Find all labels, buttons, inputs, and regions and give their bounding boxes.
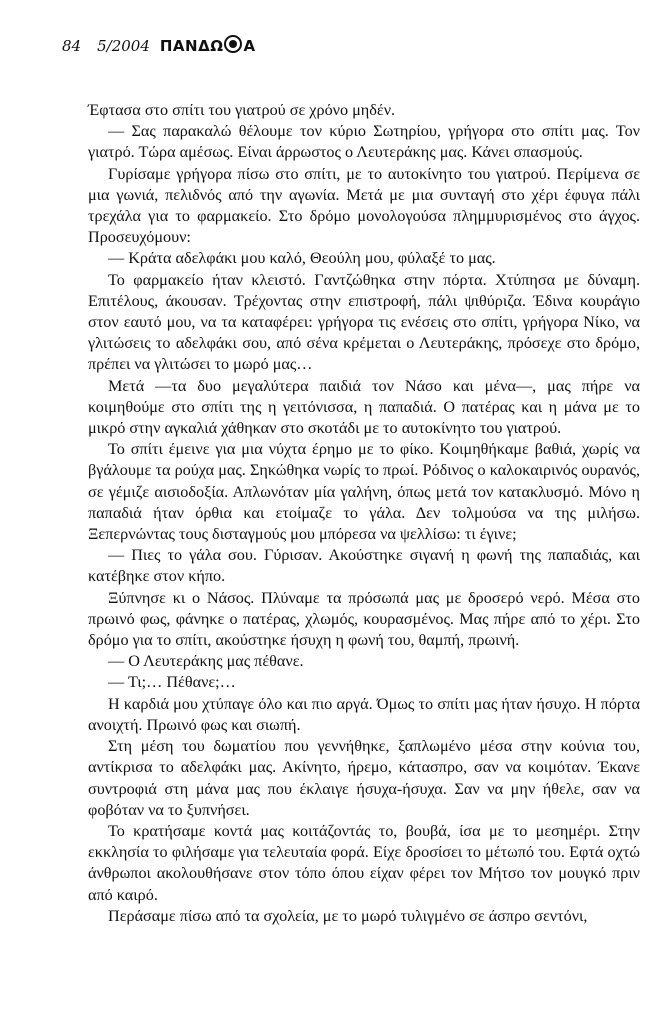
paragraph: — Πιες το γάλα σου. Γύρισαν. Ακούστηκε σιγανή η φωνή της παπαδιάς, και κατέβηκε στον κήπο.	[88, 546, 640, 586]
paragraph: — Ο Λευτεράκης μας πέθανε.	[108, 652, 304, 671]
paragraph: Ξύπνησε κι ο Νάσος. Πλύναμε τα πρόσωπά μας με δροσερό νερό. Μέσα στο πρωινό φως, φάνηκε ο πατέρας, χλωμός, κουρασμένος. Μας πήρε από το χέρι. Στο δρόμο για το σπίτι, ακούστηκε ήσυχη η φωνή του, θαμπή, πρωινή.	[88, 588, 640, 650]
text-body	[88, 100, 640, 927]
paragraph: — Κράτα αδελφάκι μου καλό, Θεούλη μου, φύλαξέ το μας.	[108, 249, 496, 268]
brand-text-right: Α	[243, 37, 256, 55]
brand-emblem-icon	[224, 35, 242, 53]
paragraph: — Τι;… Πέθανε;…	[108, 673, 236, 692]
paragraph: Η καρδιά μου χτύπαγε όλο και πιο αργά. Όμως το σπίτι μας ήταν ήσυχο. Η πόρτα ανοιχτή. Πρωινό φως και σιωπή.	[88, 694, 640, 734]
paragraph: Στη μέση του δωματίου που γεννήθηκε, ξαπλωμένο μέσα στην κούνια του, αντίκρισα το αδελφάκι μας. Ακίνητο, ήρεμο, κάτασπρο, σαν να κοιμόταν. Έκανε συντροφιά στη μάνα μας που έκλαιγε ήσυχα-ήσυχα. Σαν να μην ήθελε, σαν να φοβόταν να το ξυπνήσει.	[88, 737, 640, 819]
paragraph: Το φαρμακείο ήταν κλειστό. Γαντζώθηκα στην πόρτα. Χτύπησα με δύναμη. Επιτέλους, άκουσαν. Τρέχοντας στην επιστροφή, πάλι ψιθύριζα. Έδινα κουράγιο στον εαυτό μου, να τα καταφέρει: γρήγορα τις ενέσεις στο σπίτι, γρήγορα Νίκο, να γλιτώσεις το αδελφάκι σου, από σένα κρέμεται ο Λευτεράκης, πρόσεχε στο δρόμο, πρέπει να γλιτώσει το μωρό μας…	[88, 270, 640, 374]
paragraph: Το κρατήσαμε κοντά μας κοιτάζοντάς το, βουβά, ίσα με το μεσημέρι. Στην εκκλησία το φιλήσαμε για τελευταία φορά. Είχε δροσίσει το μέτωπό του. Εφτά οχτώ άνθρωποι ακολουθήσανε στον τόπο όπου είχαν φέρει τον Μήτσο τον μουγκό πριν από καιρό.	[88, 821, 640, 904]
paragraph: Περάσαμε πίσω από τα σχολεία, με το μωρό τυλιγμένο σε άσπρο σεντόνι,	[108, 906, 588, 925]
paragraph: — Σας παρακαλώ θέλουμε τον κύριο Σωτηρίου, γρήγορα στο σπίτι μας. Τον γιατρό. Τώρα αμέσως. Είναι άρρωστος ο Λευτεράκης μας. Κάνει σπασμούς.	[88, 122, 640, 162]
issue-label: 5/2004	[97, 37, 150, 55]
paragraph: Μετά —τα δυο μεγαλύτερα παιδιά τον Νάσο και μένα—, μας πήρε να κοιμηθούμε στο σπίτι της η γειτόνισσα, η παπαδιά. Ο πατέρας και η μάνα με το μικρό στην αγκαλιά χάθηκαν στο σκοτάδι με το αυτοκίνητο του γιατρού.	[88, 376, 640, 438]
paragraph: Έφτασα στο σπίτι του γιατρού σε χρόνο μηδέν.	[88, 101, 396, 119]
page-number: 84	[62, 37, 82, 55]
paragraph: Γυρίσαμε γρήγορα πίσω στο σπίτι, με το αυτοκίνητο του γιατρού. Περίμενα σε μια γωνιά, πελιδνός από την αγωνία. Μετά με μια συνταγή στο χέρι έφυγα πάλι τρεχάλα για το φαρμακείο. Στο δρόμο μονολογούσα πλημμυρισμένος στο άγχος. Προσευχόμουν:	[88, 164, 640, 247]
paragraph: Το σπίτι έμεινε για μια νύχτα έρημο με το φίκο. Κοιμηθήκαμε βαθιά, χωρίς να βγάλουμε τα ρούχα μας. Σηκώθηκα νωρίς το πρωί. Ρόδινος ο καλοκαιρινός ουρανός, σε γέμιζε αισιοδοξία. Απλωνόταν μία γαλήνη, όπως μετά τον κατακλυσμό. Μόνο η παπαδιά ήταν όρθια και ετοίμαζε το γάλα. Δεν τολμούσα να της μιλήσω. Ξεπερνώντας τους δισταγμούς μου μπόρεσα να ψελλίσω: τι έγινε;	[88, 440, 640, 544]
running-header	[62, 34, 256, 58]
magazine-brand	[160, 37, 256, 55]
brand-text-left: ΠΑΝΔΩ	[159, 37, 224, 55]
